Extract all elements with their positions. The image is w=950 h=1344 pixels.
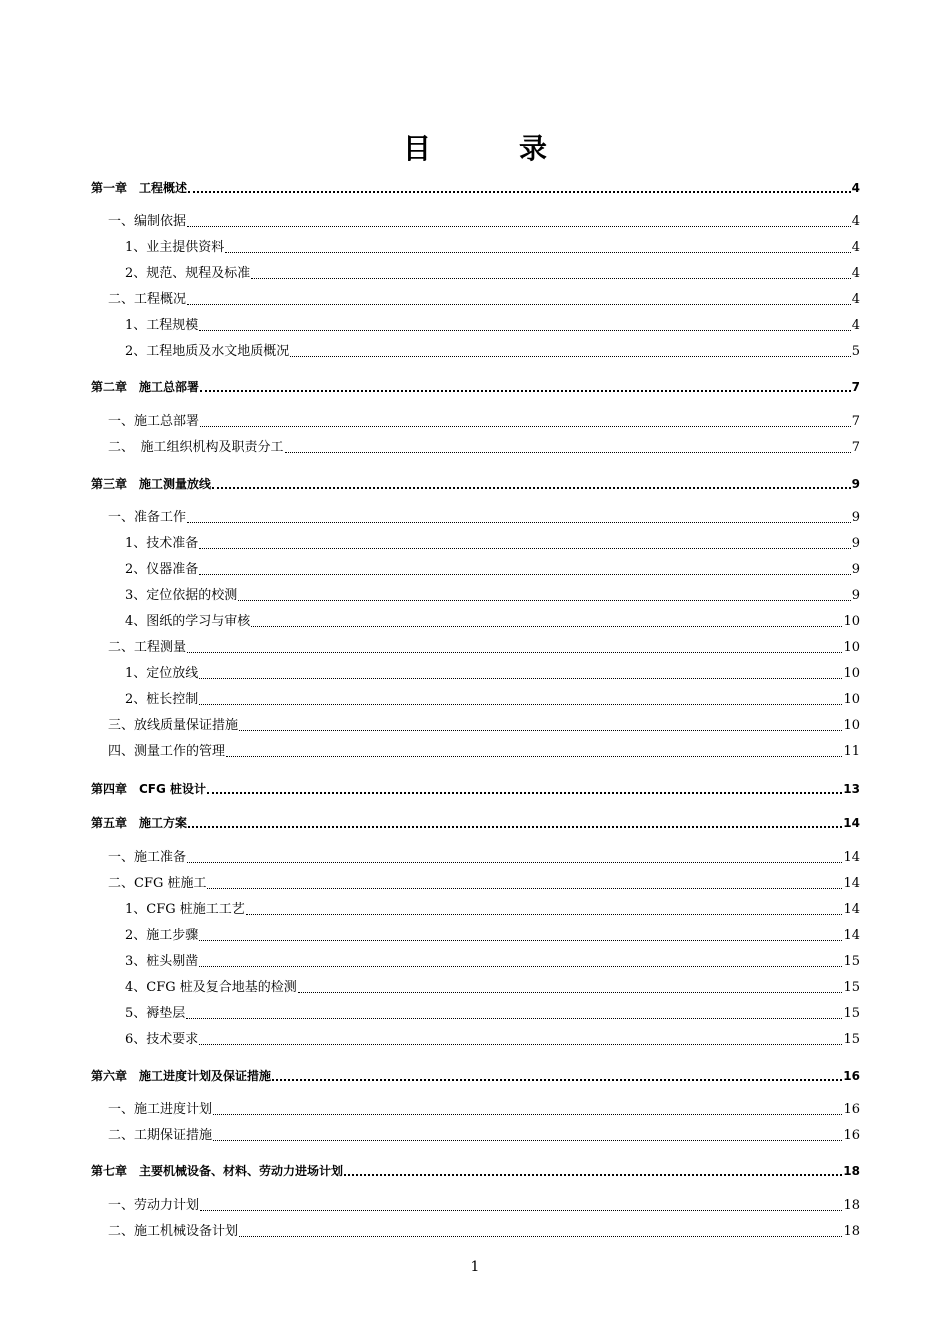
toc-leader-dots [298,980,843,996]
toc-entry-page: 9 [851,562,860,577]
toc-entry-page: 15 [843,980,860,995]
toc-leader-dots [285,440,851,456]
toc-entry-page: 14 [843,902,860,917]
page-number: 1 [470,1259,480,1275]
toc-entry-label: 2、工程地质及水文地质概况 [125,344,290,359]
toc-leader-dots [199,562,850,578]
toc-entry-page: 15 [843,1006,860,1021]
toc-entry-label: 一、劳动力计划 [108,1198,200,1213]
toc-entry-page: 18 [843,1224,860,1239]
toc-entry-page: 9 [851,510,860,525]
toc-leader-dots [187,214,851,230]
toc-entry-label: 二、工程测量 [108,640,187,655]
toc-entry[interactable] [91,580,860,604]
toc-leader-dots [199,954,842,970]
toc-entry-page: 7 [851,440,860,455]
toc-leader-dots [207,876,842,892]
toc-leader-dots [239,718,842,734]
toc-entry-label: 二、施工机械设备计划 [108,1224,239,1239]
toc-entry-label: 6、技术要求 [125,1032,199,1047]
toc-entry-page: 14 [843,876,860,891]
toc-entry-page: 16 [843,1128,860,1143]
toc-entry[interactable] [91,502,860,526]
toc-entry[interactable] [91,232,860,256]
toc-entry-label: 四、测量工作的管理 [108,744,226,759]
toc-entry-page: 4 [851,266,860,281]
toc-entry-page: 9 [851,588,860,603]
toc-entry-page: 4 [851,240,860,255]
toc-leader-dots [199,536,850,552]
toc-entry-label: 4、图纸的学习与审核 [125,614,251,629]
toc-leader-dots [272,1068,842,1084]
toc-leader-dots [226,744,842,760]
toc-entry-label: 一、编制依据 [108,214,187,229]
toc-entry-page: 10 [843,614,860,629]
toc-entry[interactable] [91,284,860,308]
toc-chapter-entry[interactable] [91,371,860,395]
toc-leader-dots [187,292,851,308]
toc-entry-page: 9 [851,477,860,491]
toc-entry-label: 二、工程概况 [108,292,187,307]
toc-entry[interactable] [91,258,860,282]
toc-entry[interactable] [91,684,860,708]
toc-entry-label: 二、CFG 桩施工 [108,876,207,891]
toc-entry-label: 3、定位依据的校测 [125,588,238,603]
toc-entry-page: 14 [843,928,860,943]
toc-entry-label: 第六章 施工进度计划及保证措施 [91,1069,272,1083]
toc-entry-page: 4 [851,214,860,229]
toc-entry-page: 16 [843,1069,860,1083]
toc-leader-dots [239,1224,842,1240]
toc-leader-dots [344,1163,842,1179]
toc-entry[interactable] [91,632,860,656]
toc-entry-page: 4 [851,318,860,333]
toc-entry-page: 13 [843,782,860,796]
toc-entry[interactable] [91,972,860,996]
toc-entry-page: 18 [843,1198,860,1213]
toc-entry-page: 10 [843,666,860,681]
toc-entry-label: 二、工期保证措施 [108,1128,213,1143]
toc-entry-page: 16 [843,1102,860,1117]
toc-leader-dots [238,588,850,604]
toc-entry[interactable] [91,432,860,456]
toc-entry[interactable] [91,1094,860,1118]
toc-leader-dots [187,850,842,866]
toc-entry-label: 三、放线质量保证措施 [108,718,239,733]
toc-entry-page: 14 [843,850,860,865]
toc-entry-label: 二、 施工组织机构及职责分工 [108,440,284,455]
toc-entry[interactable] [91,528,860,552]
toc-chapter-entry[interactable] [91,172,860,196]
toc-entry-label: 2、规范、规程及标准 [125,266,251,281]
toc-entry[interactable] [91,946,860,970]
toc-entry-label: 2、仪器准备 [125,562,199,577]
toc-entry-label: 3、桩头剔凿 [125,954,199,969]
toc-entry-label: 4、CFG 桩及复合地基的检测 [125,980,297,995]
toc-entry[interactable] [91,868,860,892]
toc-entry-label: 1、技术准备 [125,536,199,551]
toc-entry-label: 第四章 CFG 桩设计 [91,782,207,796]
toc-entry[interactable] [91,406,860,430]
toc-entry-label: 5、褥垫层 [125,1006,186,1021]
toc-entry[interactable] [91,1120,860,1144]
toc-leader-dots [188,180,851,196]
toc-entry[interactable] [91,710,860,734]
toc-leader-dots [199,666,842,682]
toc-entry[interactable] [91,1190,860,1214]
toc-entry-label: 第二章 施工总部署 [91,380,200,394]
toc-leader-dots [251,614,842,630]
toc-chapter-entry[interactable] [91,773,860,797]
toc-entry-label: 一、施工总部署 [108,414,200,429]
toc-leader-dots [212,476,851,492]
toc-entry-label: 1、工程规模 [125,318,199,333]
toc-entry[interactable] [91,554,860,578]
toc-entry-label: 2、桩长控制 [125,692,199,707]
page-title: 目 录 [402,132,577,165]
toc-entry[interactable] [91,998,860,1022]
toc-leader-dots [213,1102,842,1118]
toc-entry-page: 10 [843,718,860,733]
toc-entry-label: 第五章 施工方案 [91,816,188,830]
toc-entry-label: 一、准备工作 [108,510,187,525]
toc-entry-page: 7 [851,380,860,394]
toc-entry-page: 18 [843,1164,860,1178]
toc-leader-dots [199,928,842,944]
toc-entry-page: 5 [851,344,860,359]
toc-entry[interactable] [91,1024,860,1048]
toc-leader-dots [246,902,843,918]
toc-entry-label: 1、定位放线 [125,666,199,681]
toc-entry-label: 2、施工步骤 [125,928,199,943]
toc-entry-label: 第一章 工程概述 [91,181,188,195]
toc-entry[interactable] [91,206,860,230]
toc-entry-page: 10 [843,640,860,655]
toc-leader-dots [225,240,850,256]
toc-entry-page: 4 [851,181,860,195]
toc-entry-page: 9 [851,536,860,551]
toc-entry-page: 15 [843,1032,860,1047]
toc-leader-dots [200,414,851,430]
toc-leader-dots [199,692,842,708]
toc-entry-label: 一、施工进度计划 [108,1102,213,1117]
toc-entry-page: 11 [843,744,860,759]
toc-entry-page: 7 [851,414,860,429]
toc-entry[interactable] [91,842,860,866]
toc-chapter-entry[interactable] [91,807,860,831]
toc-entry[interactable] [91,1216,860,1240]
toc-leader-dots [200,379,851,395]
toc-entry[interactable] [91,920,860,944]
toc-leader-dots [200,1198,842,1214]
toc-entry-page: 4 [851,292,860,307]
toc-entry[interactable] [91,736,860,760]
toc-leader-dots [207,781,842,797]
toc-entry-label: 1、业主提供资料 [125,240,225,255]
toc-entry[interactable] [91,658,860,682]
toc-leader-dots [290,344,850,360]
toc-entry-label: 第三章 施工测量放线 [91,477,212,491]
toc-entry-page: 15 [843,954,860,969]
toc-entry[interactable] [91,336,860,360]
toc-entry-page: 14 [843,816,860,830]
toc-entry[interactable] [91,606,860,630]
toc-leader-dots [199,1032,842,1048]
toc-entry[interactable] [91,894,860,918]
toc-leader-dots [187,510,851,526]
toc-leader-dots [251,266,850,282]
toc-leader-dots [199,318,850,334]
toc-entry-page: 10 [843,692,860,707]
toc-entry-label: 1、CFG 桩施工工艺 [125,902,245,917]
toc-entry-label: 一、施工准备 [108,850,187,865]
toc-chapter-entry[interactable] [91,1060,860,1084]
toc-leader-dots [188,815,842,831]
toc-leader-dots [187,640,842,656]
toc-chapter-entry[interactable] [91,1155,860,1179]
toc-entry-label: 第七章 主要机械设备、材料、劳动力进场计划 [91,1164,344,1178]
toc-leader-dots [213,1128,842,1144]
toc-entry[interactable] [91,310,860,334]
toc-chapter-entry[interactable] [91,468,860,492]
toc-leader-dots [186,1006,842,1022]
